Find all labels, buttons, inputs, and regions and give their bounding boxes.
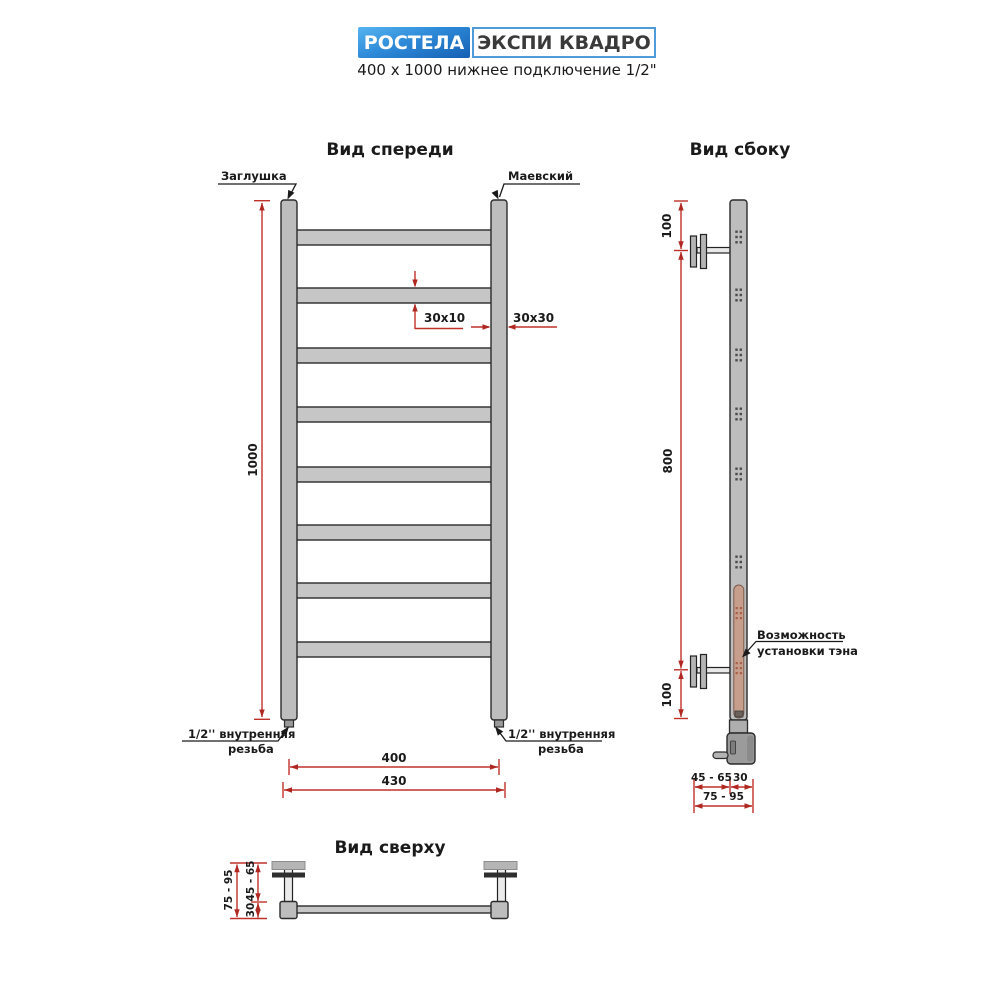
dim-arrow xyxy=(508,324,516,329)
product-subtitle: 400 х 1000 нижнее подключение 1/2" xyxy=(357,61,657,79)
dim-top-100-label: 100 xyxy=(660,213,674,239)
front-view-title: Вид спереди xyxy=(326,140,454,160)
rung-profile-label: 30x10 xyxy=(424,311,466,325)
rung xyxy=(296,642,492,657)
ten-note-line1: Возможность xyxy=(757,628,846,642)
ten-note-line2: установки тэна xyxy=(757,644,858,658)
cable-gland-pin xyxy=(713,752,728,759)
dim-arrow xyxy=(722,784,730,789)
dim-arrow xyxy=(284,787,292,792)
right-wall-plate xyxy=(484,862,517,870)
electric-unit-shade xyxy=(747,736,754,762)
front-view-drawing xyxy=(182,184,602,798)
right-foot xyxy=(495,720,504,727)
right-bracket-flange xyxy=(484,873,517,878)
ten-element xyxy=(734,585,744,718)
dim-post-depth-label: 30 xyxy=(733,772,748,784)
top-view-drawing xyxy=(230,862,517,919)
dim-arrow xyxy=(290,764,298,769)
left-bracket-flange xyxy=(272,873,305,878)
left-post xyxy=(281,200,297,720)
dim-arrow xyxy=(496,787,504,792)
dim-arrow xyxy=(412,304,417,312)
dim-arrow xyxy=(678,661,683,669)
top-dim-bracket-label: 45 - 65 xyxy=(245,860,257,902)
plug-leader-line xyxy=(218,184,296,197)
dim-bottom-100-label: 100 xyxy=(660,682,674,708)
bottom-bracket-flange xyxy=(701,655,707,689)
bottom-bracket-wall-plate xyxy=(691,656,697,687)
plug-leader-arrow xyxy=(284,190,294,201)
dim-arrow xyxy=(745,803,753,808)
rung xyxy=(296,467,492,482)
valve-leader-line xyxy=(500,184,581,197)
dim-arrow xyxy=(234,864,239,872)
dim-arrow xyxy=(731,784,739,789)
dim-arrow xyxy=(678,671,683,679)
post-profile-label: 30x30 xyxy=(513,311,555,325)
dim-arrow xyxy=(483,324,491,329)
top-dim-post-label: 30 xyxy=(245,902,257,918)
dim-arrow xyxy=(695,803,703,808)
thread-left-label-line2: резьба xyxy=(228,742,274,756)
rung xyxy=(296,525,492,540)
rung xyxy=(296,230,492,245)
left-foot xyxy=(285,720,294,727)
thread-left-label-line1: 1/2'' внутренняя xyxy=(188,727,296,741)
dim-arrow xyxy=(745,784,753,789)
dim-arrow xyxy=(695,784,703,789)
dim-arrow xyxy=(678,203,683,211)
rung xyxy=(296,288,492,303)
dim-arrow xyxy=(412,280,417,288)
top-rung xyxy=(296,906,492,913)
brand-logo: РОСТЕЛА xyxy=(358,27,470,58)
top-bracket-wall-plate xyxy=(691,236,697,267)
dim-bracket-depth-label: 45 - 65 xyxy=(691,772,732,784)
dim-arrow xyxy=(678,241,683,249)
left-wall-plate xyxy=(272,862,305,870)
ten-element-cap xyxy=(735,711,743,717)
thread-right-label-line2: резьба xyxy=(538,742,584,756)
dim-height-label: 1000 xyxy=(246,443,260,477)
dim-arrow xyxy=(490,764,498,769)
side-view-title: Вид сбоку xyxy=(689,140,791,160)
side-view-drawing xyxy=(674,200,843,813)
rung xyxy=(296,407,492,422)
plug-label: Заглушка xyxy=(221,169,287,183)
dim-arrow xyxy=(259,203,264,211)
right-post-top xyxy=(491,902,508,919)
dim-overall-depth-label: 75 - 95 xyxy=(703,791,744,803)
overall-width-label: 430 xyxy=(381,774,407,788)
dim-arrow xyxy=(234,909,239,917)
adapter-neck xyxy=(730,720,748,733)
top-view-title: Вид сверху xyxy=(334,838,446,858)
air-valve-label: Маевский xyxy=(508,169,574,183)
rung xyxy=(296,348,492,363)
model-name: ЭКСПИ КВАДРО xyxy=(472,27,656,58)
dim-arrow xyxy=(259,710,264,718)
dim-arrow xyxy=(678,252,683,260)
top-bracket-flange xyxy=(701,235,707,269)
right-post xyxy=(491,200,507,720)
dim-arrow xyxy=(678,709,683,717)
thread-right-label-line1: 1/2'' внутренняя xyxy=(508,727,616,741)
left-post-top xyxy=(280,902,297,919)
axis-width-label: 400 xyxy=(381,751,407,765)
rung xyxy=(296,583,492,598)
top-dim-overall-label: 75 - 95 xyxy=(223,869,235,911)
electric-unit-detail xyxy=(731,741,736,754)
dim-800-label: 800 xyxy=(661,448,675,474)
